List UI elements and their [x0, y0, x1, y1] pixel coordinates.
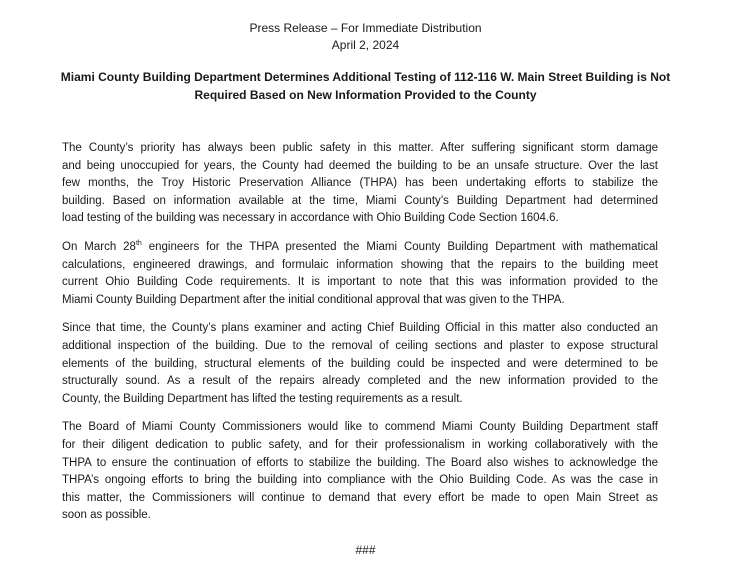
- paragraph-line: THPA to ensure the continuation of efforts to stabilize the building. The Board also wishes to acknowledge the: [62, 456, 658, 469]
- release-date: April 2, 2024: [331, 38, 400, 52]
- paragraph-line: this matter, the Commissioners will continue to demand that every effort be made to open Main Street as: [62, 491, 658, 504]
- paragraph-line: The County’s priority has always been public safety in this matter. After suffering significant storm damage: [62, 142, 658, 154]
- paragraph-line: for their diligent dedication to public safety, and for their professionalism in working collaboratively with the: [62, 438, 658, 451]
- paragraph-line: load testing of the building was necessary in accordance with Ohio Building Code Section 1604.6.: [62, 212, 559, 225]
- paragraph-line: soon as possible.: [62, 509, 151, 522]
- paragraph-line: building. Based on information available at the time, Miami County’s Building Department had determined: [62, 194, 658, 207]
- paragraph-line: Miami County Building Department after the initial conditional approval that was given to the THPA.: [62, 293, 565, 306]
- release-body: [62, 140, 658, 536]
- paragraph-line: and being unoccupied for years, the County had deemed the building to be an unsafe structure. Over the last: [62, 159, 658, 172]
- headline-line-2: Required Based on New Information Provided to the County: [194, 87, 537, 102]
- release-header: [0, 20, 731, 54]
- paragraph-line: calculations, engineered drawings, and formulaic information showing that the repairs to the building meet: [62, 258, 658, 271]
- paragraph-line: elements of the building, structural elements of the building could be inspected and were determined to be: [62, 357, 658, 370]
- ordinal-suffix: th: [135, 240, 142, 248]
- paragraph-line: THPA’s ongoing efforts to bring the building into compliance with the Ohio Building Code. As was the case in: [62, 474, 658, 487]
- end-of-release-mark: ###: [355, 543, 376, 557]
- paragraph-text: On March 28: [62, 240, 136, 253]
- paragraph-line: County, the Building Department has lifted the testing requirements as a result.: [62, 392, 463, 405]
- paragraph-2: [62, 239, 658, 309]
- distribution-line: Press Release – For Immediate Distribution: [249, 21, 482, 35]
- paragraph-line: additional inspection of the building. Due to the removal of ceiling sections and plaster to expose structural: [62, 339, 658, 352]
- paragraph-line: current Ohio Building Code requirements. It is important to note that this was information provided to the: [62, 276, 658, 289]
- paragraph-4: [62, 419, 658, 525]
- headline: [40, 69, 691, 104]
- paragraph-text: engineers for the THPA presented the Miami County Building Department with mathematical: [141, 240, 658, 253]
- paragraph-line: [62, 239, 658, 257]
- paragraph-line: structurally sound. As a result of the repairs already completed and the new information provided to the: [62, 375, 658, 388]
- paragraph-line: Since that time, the County’s plans examiner and acting Chief Building Official in this matter also conducted an: [62, 322, 658, 335]
- paragraph-line: few months, the Troy Historic Preservation Alliance (THPA) has been undertaking efforts to stabilize the: [62, 177, 658, 190]
- headline-line-1: Miami County Building Department Determines Additional Testing of 112-116 W. Main Street Building is Not: [60, 70, 671, 84]
- paragraph-line: The Board of Miami County Commissioners would like to commend Miami County Building Department staff: [62, 421, 658, 434]
- paragraph-3: [62, 320, 658, 408]
- paragraph-1: [62, 140, 658, 228]
